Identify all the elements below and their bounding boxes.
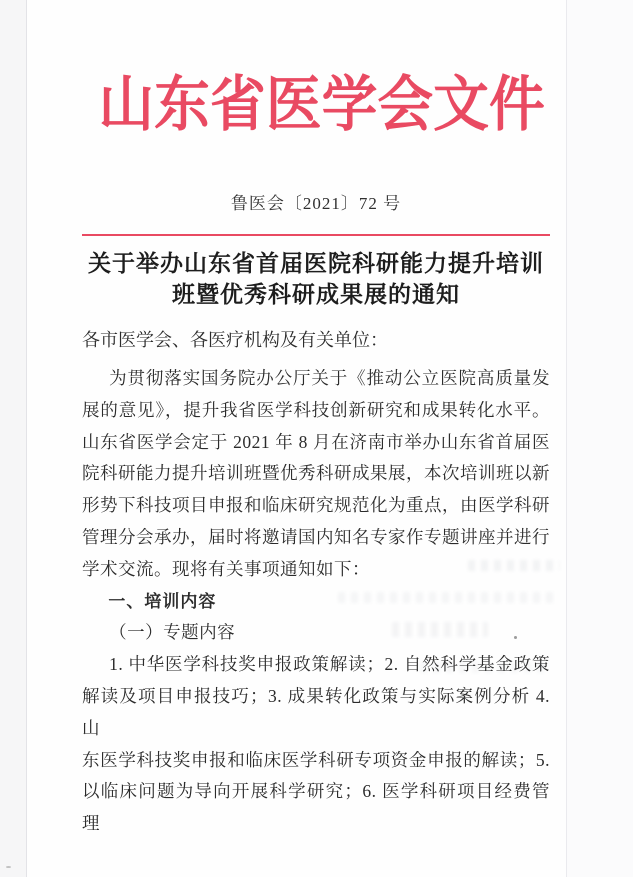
body-line: （一）专题内容 [109, 622, 236, 643]
body-line: 山东省医学会定于 2021 年 8 月在济南市举办山东省首届医 [82, 431, 550, 452]
scan-right-edge [566, 0, 633, 877]
body-line: 学术交流。现将有关事项通知如下： [82, 558, 370, 579]
notice-body [82, 363, 550, 840]
letterhead-title: 山东省医学会文件 [98, 72, 545, 138]
body-line: 院科研能力提升培训班暨优秀科研成果展，本次培训班以新 [82, 463, 550, 484]
scan-speck [6, 866, 11, 868]
body-line: 形势下科技项目申报和临床研究规范化为重点，由医学科研 [82, 495, 550, 516]
notice-title-line-1: 关于举办山东省首届医院科研能力提升培训 [88, 251, 544, 276]
notice-title [82, 248, 550, 310]
body-line: 展的意见》，提升我省医学科技创新研究和成果转化水平。 [82, 399, 550, 420]
notice-title-line-2: 班暨优秀科研成果展的通知 [172, 282, 460, 307]
body-line: 一、培训内容 [108, 591, 217, 611]
salutation: 各市医学会、各医疗机构及有关单位： [82, 330, 388, 350]
document-number: 鲁医会〔2021〕72 号 [230, 194, 402, 213]
body-line: 1. 中华医学科技奖申报政策解读；2. 自然科学基金政策 [109, 654, 550, 675]
body-line: 解读及项目申报技巧；3. 成果转化政策与实际案例分析 4. 山 [82, 685, 550, 738]
document-content [82, 0, 550, 840]
red-divider-rule [82, 234, 550, 236]
body-line: 以临床问题为导向开展科学研究；6. 医学科研项目经费管理 [82, 781, 550, 834]
body-line: 为贯彻落实国务院办公厅关于《推动公立医院高质量发 [109, 368, 550, 388]
scan-left-edge [0, 0, 27, 877]
body-line: 管理分会承办，届时将邀请国内知名专家作专题讲座并进行 [82, 526, 550, 547]
body-line: 东医学科技奖申报和临床医学科研专项资金申报的解读；5. [82, 749, 550, 770]
scan-speck [514, 636, 517, 639]
